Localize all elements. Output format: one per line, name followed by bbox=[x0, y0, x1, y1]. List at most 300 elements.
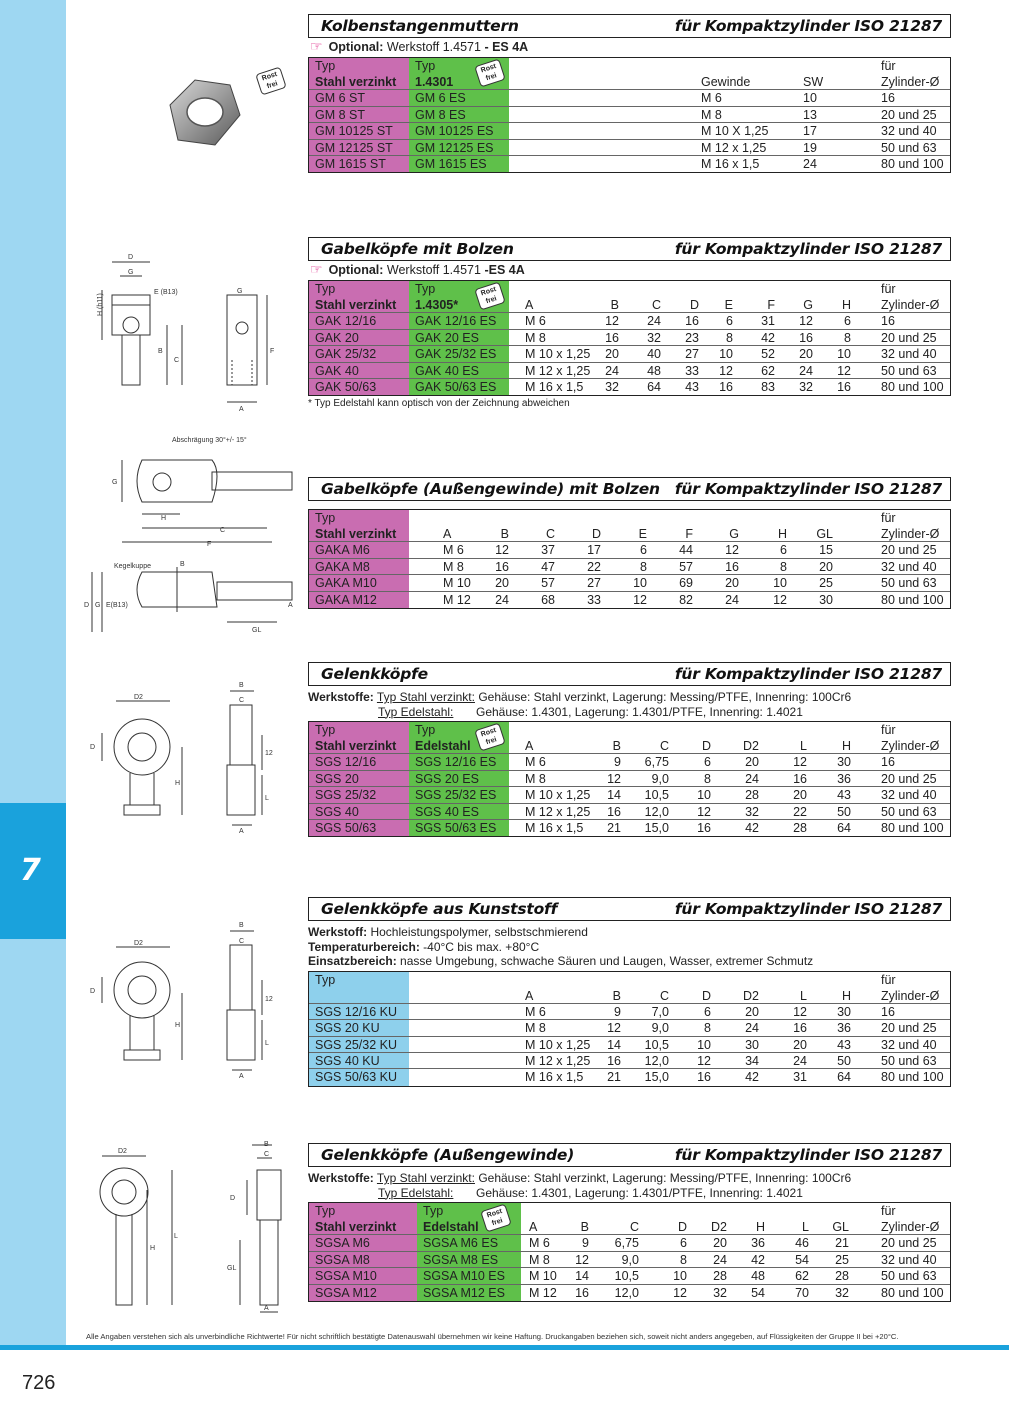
table-cell: 12 bbox=[673, 1285, 687, 1300]
table-cell: 15,0 bbox=[644, 820, 669, 835]
table-cell: 25 bbox=[835, 1252, 849, 1267]
table-cell: GM 12125 ES bbox=[409, 140, 509, 155]
table-cell: M 10 X 1,25 bbox=[701, 124, 769, 139]
svg-text:D: D bbox=[84, 602, 90, 609]
table-cell: 24 bbox=[803, 156, 817, 171]
svg-text:A: A bbox=[288, 602, 293, 609]
table-header-row bbox=[309, 58, 950, 74]
table-cell: SGS 50/63 bbox=[309, 820, 409, 836]
table-cell: A bbox=[443, 527, 452, 541]
table-header-row bbox=[309, 510, 950, 526]
svg-text:12: 12 bbox=[265, 750, 273, 757]
table-cell: 12,0 bbox=[614, 1285, 639, 1300]
table-cell: 16 bbox=[719, 379, 733, 394]
table-cell: 14 bbox=[607, 1037, 621, 1052]
svg-text:D: D bbox=[128, 254, 134, 261]
table-cell: 32 bbox=[835, 1285, 849, 1300]
svg-text:Kegelkuppe: Kegelkuppe bbox=[114, 563, 151, 570]
table-row bbox=[309, 1053, 950, 1069]
svg-text:H (h11): H (h11) bbox=[97, 293, 104, 316]
table-cell: 20 bbox=[745, 755, 759, 770]
table-cell: 69 bbox=[679, 576, 693, 591]
gelenkkopf-drawing bbox=[82, 675, 282, 840]
table-cell: A bbox=[525, 298, 534, 312]
table-cell: 20 und 25 bbox=[881, 771, 937, 786]
table-row bbox=[309, 1285, 950, 1301]
section-right-title: für Kompaktzylinder ISO 21287 bbox=[674, 480, 942, 498]
table-header-row bbox=[309, 988, 950, 1004]
table-cell: GM 10125 ES bbox=[409, 123, 509, 138]
table-cell: 20 bbox=[793, 788, 807, 803]
table-cell: Zylinder-Ø bbox=[881, 988, 940, 1003]
table-cell: 32 bbox=[799, 379, 813, 394]
table-cell: 16 bbox=[793, 771, 807, 786]
table-cell: 15,0 bbox=[644, 1070, 669, 1085]
table-cell: GL bbox=[832, 1220, 849, 1234]
table-cell: C bbox=[659, 988, 669, 1003]
svg-text:H: H bbox=[175, 1022, 181, 1029]
table-cell: M 8 bbox=[525, 771, 546, 786]
bottom-rule bbox=[0, 1345, 1009, 1350]
table-cell: 80 und 100 bbox=[881, 1285, 944, 1300]
footnote: * Typ Edelstahl kann optisch von der Zeichnung abweichen bbox=[308, 398, 570, 410]
table-cell: M 10 x 1,25 bbox=[525, 1037, 591, 1052]
table-cell: 32 und 40 bbox=[881, 788, 937, 803]
table-cell: M 12 x 1,25 bbox=[525, 804, 591, 819]
table-cell: A bbox=[525, 739, 534, 753]
table-cell: 48 bbox=[647, 363, 661, 378]
table-cell: 24 bbox=[495, 592, 509, 607]
table-cell: 50 und 63 bbox=[881, 363, 937, 378]
table-cell: 16 bbox=[685, 314, 699, 329]
section-title: Gelenkköpfe bbox=[321, 665, 428, 683]
einsatz-line: Einsatzbereich: nasse Umgebung, schwache Säuren und Laugen, Wasser, extremer Schmutz bbox=[308, 954, 814, 968]
table-row bbox=[309, 575, 950, 591]
chapter-number: 7 bbox=[20, 853, 41, 888]
table-row bbox=[309, 1020, 950, 1036]
table-cell: SGSA M8 ES bbox=[417, 1252, 521, 1267]
table-cell: für bbox=[881, 282, 896, 296]
table-cell: 32 bbox=[605, 379, 619, 394]
table-cell: M 12 bbox=[443, 592, 471, 607]
table-cell: 12 bbox=[495, 543, 509, 558]
table-row bbox=[309, 592, 950, 608]
table-cell: Zylinder-Ø bbox=[881, 739, 940, 753]
table-cell: 12 bbox=[773, 592, 787, 607]
table-cell: M 6 bbox=[701, 91, 722, 106]
sidebar-strip bbox=[0, 0, 66, 1345]
table-cell: 24 bbox=[793, 1054, 807, 1069]
table-cell: 24 bbox=[745, 771, 759, 786]
table-cell: M 8 bbox=[525, 1021, 546, 1036]
section-title: Gelenkköpfe aus Kunststoff bbox=[321, 900, 558, 918]
table-row bbox=[309, 123, 950, 139]
table-cell: 54 bbox=[795, 1252, 809, 1267]
table-cell: 28 bbox=[793, 820, 807, 835]
table-cell: 17 bbox=[803, 124, 817, 139]
section-header bbox=[308, 1143, 951, 1167]
table-cell: A bbox=[525, 988, 534, 1003]
table-cell: 27 bbox=[587, 576, 601, 591]
svg-text:C: C bbox=[220, 527, 226, 534]
table-cell: GM 6 ST bbox=[309, 90, 409, 105]
table-cell: C bbox=[545, 527, 555, 541]
svg-text:B: B bbox=[264, 1141, 269, 1148]
table-cell: M 6 bbox=[443, 543, 464, 558]
table-cell: GAK 12/16 bbox=[309, 313, 409, 328]
table-cell: 24 bbox=[725, 592, 739, 607]
table-cell: M 8 bbox=[525, 330, 546, 345]
werkstoff-line: Werkstoff: Hochleistungspolymer, selbstschmierend bbox=[308, 925, 588, 939]
table-cell: L bbox=[800, 739, 807, 753]
table-cell: Typ bbox=[417, 1203, 521, 1219]
table-cell: Stahl verzinkt bbox=[309, 738, 409, 753]
table-cell: 25 bbox=[819, 576, 833, 591]
table-cell: 15 bbox=[819, 543, 833, 558]
table-cell: M 16 x 1,5 bbox=[701, 156, 760, 171]
table-cell: M 16 x 1,5 bbox=[525, 1070, 584, 1085]
table-cell: 20 und 25 bbox=[881, 1236, 937, 1251]
table-cell: für bbox=[881, 59, 896, 73]
table-cell: 30 bbox=[819, 592, 833, 607]
table-row bbox=[309, 1069, 950, 1085]
table-header-row bbox=[309, 1219, 950, 1235]
table-cell: 44 bbox=[679, 543, 693, 558]
table-cell: 9,0 bbox=[621, 1252, 639, 1267]
svg-text:H: H bbox=[161, 515, 167, 522]
table-cell: 34 bbox=[745, 1054, 759, 1069]
table-row bbox=[309, 1268, 950, 1284]
table-cell: 10 bbox=[673, 1269, 687, 1284]
table-cell: Typ bbox=[409, 281, 509, 297]
svg-text:A: A bbox=[239, 406, 244, 413]
table-cell: GAK 20 ES bbox=[409, 330, 509, 345]
table-cell: 62 bbox=[795, 1269, 809, 1284]
svg-text:D2: D2 bbox=[134, 694, 143, 701]
table-cell: 6 bbox=[704, 1004, 711, 1019]
section-right-title: für Kompaktzylinder ISO 21287 bbox=[674, 665, 942, 683]
table-cell: Zylinder-Ø bbox=[881, 527, 940, 541]
table-cell: M 6 bbox=[525, 1004, 546, 1019]
table-header-row bbox=[309, 297, 950, 313]
svg-text:12: 12 bbox=[265, 996, 273, 1003]
table-cell: 6 bbox=[726, 314, 733, 329]
table-cell: Typ bbox=[409, 722, 509, 738]
table-cell: 57 bbox=[541, 576, 555, 591]
table-row bbox=[309, 559, 950, 575]
table-cell: 16 bbox=[697, 1070, 711, 1085]
table-cell: 33 bbox=[685, 363, 699, 378]
svg-text:D: D bbox=[230, 1195, 236, 1202]
table-cell: 8 bbox=[844, 330, 851, 345]
table-cell: SGS 40 bbox=[309, 804, 409, 819]
werkstoffe-line-1: Werkstoffe: Typ Stahl verzinkt: Gehäuse: Stahl verzinkt, Lagerung: Messing/PTFE, Innenring: 100Cr6 bbox=[308, 690, 852, 704]
table-cell: SGSA M6 bbox=[309, 1235, 417, 1250]
table-cell: 36 bbox=[837, 1021, 851, 1036]
table-cell: GAKA M6 bbox=[309, 542, 409, 557]
table-cell: 32 und 40 bbox=[881, 1037, 937, 1052]
table-cell: SGS 12/16 bbox=[309, 754, 409, 769]
gelenkkopf-kunststoff-drawing bbox=[82, 915, 282, 1080]
table-cell: Edelstahl bbox=[409, 738, 509, 753]
svg-text:C: C bbox=[174, 357, 180, 364]
table-header-row bbox=[309, 722, 950, 738]
table-cell: 20 und 25 bbox=[881, 1021, 937, 1036]
table-cell: 16 bbox=[881, 1004, 895, 1019]
table-cell: 83 bbox=[761, 379, 775, 394]
table-cell: 24 bbox=[713, 1252, 727, 1267]
table-cell: 22 bbox=[587, 559, 601, 574]
table-cell: GAK 50/63 bbox=[309, 379, 409, 395]
table-row bbox=[309, 140, 950, 156]
svg-text:C: C bbox=[239, 938, 245, 945]
table-cell: 16 bbox=[881, 314, 895, 329]
table-cell: SGSA M10 bbox=[309, 1268, 417, 1283]
table-cell: 20 und 25 bbox=[881, 107, 937, 122]
table-cell: Stahl verzinkt bbox=[309, 1219, 417, 1234]
table-cell: 42 bbox=[745, 820, 759, 835]
table-cell: 16 bbox=[799, 330, 813, 345]
svg-text:B: B bbox=[239, 922, 244, 929]
table-cell: 6,75 bbox=[644, 755, 669, 770]
table-cell: 16 bbox=[837, 379, 851, 394]
table-cell: 64 bbox=[837, 820, 851, 835]
table-cell: GM 8 ST bbox=[309, 107, 409, 122]
table-cell: 82 bbox=[679, 592, 693, 607]
section-title: Gabelköpfe (Außengewinde) mit Bolzen bbox=[321, 480, 660, 498]
table-cell: M 10 x 1,25 bbox=[525, 347, 591, 362]
table-cell: 62 bbox=[761, 363, 775, 378]
table-cell: SGS 25/32 KU bbox=[309, 1037, 409, 1052]
table-cell: 8 bbox=[704, 1021, 711, 1036]
svg-text:D2: D2 bbox=[134, 940, 143, 947]
page-number: 726 bbox=[22, 1372, 56, 1394]
table-cell: 32 und 40 bbox=[881, 347, 937, 362]
table-cell: 9 bbox=[614, 1004, 621, 1019]
section-header bbox=[308, 897, 951, 921]
table-cell: 9,0 bbox=[651, 1021, 669, 1036]
svg-text:L: L bbox=[265, 795, 269, 802]
table-cell: Typ bbox=[309, 1203, 417, 1219]
table-cell: A bbox=[529, 1220, 538, 1234]
table-cell: D bbox=[701, 739, 711, 753]
table-cell: 9 bbox=[582, 1236, 589, 1251]
table-row bbox=[309, 1252, 950, 1268]
svg-text:A: A bbox=[239, 828, 244, 835]
table-cell: 70 bbox=[795, 1285, 809, 1300]
table-cell: 12,0 bbox=[644, 1054, 669, 1069]
table-cell: 9 bbox=[614, 755, 621, 770]
table-header-row bbox=[309, 74, 950, 90]
pointing-hand-icon: ☞ bbox=[310, 261, 323, 277]
table-cell: 12 bbox=[793, 1004, 807, 1019]
table-cell: Zylinder-Ø bbox=[881, 75, 940, 89]
table-cell: B bbox=[610, 298, 619, 312]
table-cell: F bbox=[685, 527, 693, 541]
data-table bbox=[308, 971, 951, 1087]
table-cell: D bbox=[689, 298, 699, 312]
table-cell: B bbox=[580, 1220, 589, 1234]
table-cell: GM 10125 ST bbox=[309, 123, 409, 138]
table-cell: 8 bbox=[780, 559, 787, 574]
table-cell: M 12 bbox=[529, 1285, 557, 1300]
table-cell: D bbox=[677, 1220, 687, 1234]
table-cell: 20 und 25 bbox=[881, 330, 937, 345]
table-row bbox=[309, 820, 950, 836]
rostfrei-stamp: Rost frei bbox=[255, 67, 287, 96]
hex-nut-image bbox=[150, 70, 260, 160]
table-cell: 32 und 40 bbox=[881, 124, 937, 139]
table-cell: 54 bbox=[751, 1285, 765, 1300]
section-right-title: für Kompaktzylinder ISO 21287 bbox=[674, 240, 942, 258]
svg-text:H: H bbox=[150, 1245, 156, 1252]
table-cell: für bbox=[881, 972, 896, 987]
table-cell: 16 bbox=[793, 1021, 807, 1036]
table-cell: H bbox=[841, 739, 851, 753]
table-cell: 32 bbox=[713, 1285, 727, 1300]
table-cell: 50 und 63 bbox=[881, 804, 937, 819]
table-cell: M 12 x 1,25 bbox=[525, 363, 591, 378]
table-cell: SGS 12/16 KU bbox=[309, 1004, 409, 1019]
table-cell: Typ bbox=[309, 722, 409, 738]
table-cell: SGS 20 ES bbox=[409, 771, 509, 786]
table-cell: D bbox=[591, 527, 601, 541]
table-cell: E bbox=[724, 298, 733, 312]
table-cell: D bbox=[701, 988, 711, 1003]
svg-text:G: G bbox=[237, 288, 243, 295]
table-cell: GAKA M8 bbox=[309, 559, 409, 574]
table-cell: 12 bbox=[697, 1054, 711, 1069]
table-row bbox=[309, 363, 950, 379]
section-header bbox=[308, 237, 951, 261]
table-cell: 43 bbox=[837, 1037, 851, 1052]
table-cell: 8 bbox=[704, 771, 711, 786]
chapter-tab[interactable] bbox=[0, 803, 66, 939]
svg-text:GL: GL bbox=[227, 1265, 237, 1272]
table-cell: 37 bbox=[541, 543, 555, 558]
svg-text:B: B bbox=[158, 348, 163, 355]
data-table bbox=[308, 1202, 951, 1302]
table-cell: M 6 bbox=[529, 1236, 550, 1251]
table-cell: 27 bbox=[685, 347, 699, 362]
werkstoffe-line-1: Werkstoffe: Typ Stahl verzinkt: Gehäuse: Stahl verzinkt, Lagerung: Messing/PTFE, Innenring: 100Cr6 bbox=[308, 1171, 852, 1185]
table-cell: G bbox=[803, 298, 813, 312]
table-cell: Zylinder-Ø bbox=[881, 298, 940, 312]
table-cell: 10 bbox=[773, 576, 787, 591]
table-row bbox=[309, 330, 950, 346]
table-cell: GAK 20 bbox=[309, 330, 409, 345]
table-cell: 46 bbox=[795, 1236, 809, 1251]
table-header-row bbox=[309, 281, 950, 297]
table-cell: M 6 bbox=[525, 314, 546, 329]
table-cell: 12 bbox=[697, 804, 711, 819]
table-cell: für bbox=[881, 511, 896, 525]
table-cell: SGS 25/32 bbox=[309, 787, 409, 802]
table-cell: Stahl verzinkt bbox=[309, 297, 409, 312]
table-cell: 6 bbox=[680, 1236, 687, 1251]
svg-text:H: H bbox=[175, 780, 181, 787]
table-cell: L bbox=[800, 988, 807, 1003]
table-cell: H bbox=[841, 988, 851, 1003]
pointing-hand-icon: ☞ bbox=[310, 38, 323, 54]
table-cell: 40 bbox=[647, 347, 661, 362]
table-cell: 10,5 bbox=[644, 1037, 669, 1052]
table-cell: 24 bbox=[647, 314, 661, 329]
table-cell: 10 bbox=[697, 788, 711, 803]
table-cell: GM 8 ES bbox=[409, 107, 509, 122]
table-cell: 32 bbox=[745, 804, 759, 819]
table-row bbox=[309, 107, 950, 123]
svg-text:GL: GL bbox=[252, 627, 262, 634]
table-cell: 12 bbox=[607, 771, 621, 786]
table-cell: 7,0 bbox=[651, 1004, 669, 1019]
table-cell: 20 bbox=[793, 1037, 807, 1052]
table-cell: Typ bbox=[309, 510, 409, 526]
section-title: Gabelköpfe mit Bolzen bbox=[321, 240, 514, 258]
table-cell: 20 bbox=[495, 576, 509, 591]
table-cell: C bbox=[659, 739, 669, 753]
table-cell: 28 bbox=[745, 788, 759, 803]
table-header-row bbox=[309, 1203, 950, 1219]
table-cell: GM 1615 ST bbox=[309, 156, 409, 172]
table-cell: 10 bbox=[697, 1037, 711, 1052]
table-cell: 30 bbox=[837, 1004, 851, 1019]
table-cell: SGSA M10 ES bbox=[417, 1268, 521, 1283]
table-cell: 8 bbox=[640, 559, 647, 574]
table-cell: 32 bbox=[647, 330, 661, 345]
svg-text:L: L bbox=[174, 1233, 178, 1240]
table-cell: 12 bbox=[799, 314, 813, 329]
table-cell: SGSA M12 bbox=[309, 1285, 417, 1301]
table-cell: SGS 20 KU bbox=[309, 1020, 409, 1035]
section-gelenkkoepfe-aussengewinde bbox=[308, 1143, 951, 1302]
section-title: Kolbenstangenmuttern bbox=[321, 17, 519, 35]
section-title: Gelenkköpfe (Außengewinde) bbox=[321, 1146, 575, 1164]
table-cell: 80 und 100 bbox=[881, 592, 944, 607]
table-row bbox=[309, 1235, 950, 1251]
table-cell: GAKA M10 bbox=[309, 575, 409, 590]
table-cell: 64 bbox=[837, 1070, 851, 1085]
table-cell: 20 bbox=[799, 347, 813, 362]
table-cell: Typ bbox=[409, 58, 509, 74]
table-cell: 16 bbox=[495, 559, 509, 574]
table-cell: 19 bbox=[803, 140, 817, 155]
table-cell: 20 bbox=[605, 347, 619, 362]
table-cell: 50 und 63 bbox=[881, 140, 937, 155]
svg-text:D: D bbox=[90, 744, 96, 751]
table-cell: GAKA M12 bbox=[309, 592, 409, 608]
table-row bbox=[309, 346, 950, 362]
section-right-title: für Kompaktzylinder ISO 21287 bbox=[674, 17, 942, 35]
table-cell: M 16 x 1,5 bbox=[525, 379, 584, 394]
table-cell: 16 bbox=[881, 755, 895, 770]
table-cell: 16 bbox=[607, 804, 621, 819]
table-cell: M 6 bbox=[525, 755, 546, 770]
section-header bbox=[308, 662, 951, 686]
data-table bbox=[308, 57, 951, 173]
table-cell: 16 bbox=[605, 330, 619, 345]
table-cell: 20 und 25 bbox=[881, 543, 937, 558]
table-cell: Gewinde bbox=[701, 75, 751, 89]
section-gabelkoepfe-aussengewinde bbox=[308, 477, 951, 609]
table-cell: GAK 40 bbox=[309, 363, 409, 378]
table-cell: M 10 bbox=[529, 1269, 557, 1284]
table-cell: 42 bbox=[745, 1070, 759, 1085]
table-cell: 16 bbox=[607, 1054, 621, 1069]
table-cell: Stahl verzinkt bbox=[309, 526, 409, 541]
table-cell: SW bbox=[803, 75, 824, 89]
table-cell: 42 bbox=[761, 330, 775, 345]
